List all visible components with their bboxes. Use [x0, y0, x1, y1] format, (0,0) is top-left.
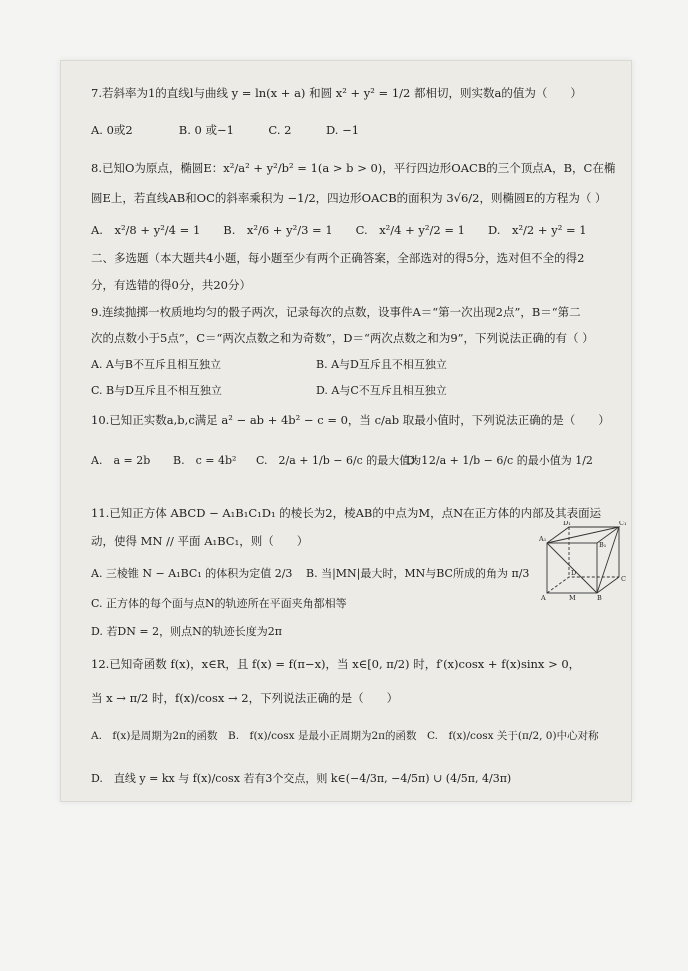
- question-9-option-b: B. A与D互斥且不相互独立: [316, 358, 447, 371]
- question-8-line-1: 8.已知O为原点，椭圆E：x²/a² + y²/b² = 1(a > b > 0)，平行四边形OACB的三个顶点A，B，C在椭: [91, 161, 616, 175]
- question-11-option-b: B. 当|MN|最大时，MN与BC所成的角为 π/3: [306, 567, 530, 580]
- question-9-line-2: 次的点数小于5点”，C＝“两次点数之和为奇数”，D＝“两次点数之和为9”，下列说法正确的有（ ）: [91, 331, 594, 345]
- question-11-line-1: 11.已知正方体 ABCD − A₁B₁C₁D₁ 的棱长为2，棱AB的中点为M，点N在正方体的内部及其表面运: [91, 506, 602, 520]
- cube-diagram: [539, 521, 627, 601]
- question-12-line-2: 当 x → π/2 时，f(x)/cosx → 2，下列说法正确的是（ ）: [91, 691, 399, 705]
- label-b: B: [597, 594, 602, 601]
- section-2-line-1: 二、多选题（本大题共4小题，每小题至少有两个正确答案，全部选对的得5分，选对但不全的得2: [91, 251, 585, 265]
- question-9-option-a: A. A与B不互斥且相互独立: [91, 358, 221, 371]
- question-12-options-abc: A. f(x)是周期为2π的函数 B. f(x)/cosx 是最小正周期为2π的函数 C. f(x)/cosx 关于(π/2, 0)中心对称: [91, 730, 599, 742]
- question-9-option-d: D. A与C不互斥且相互独立: [316, 384, 447, 397]
- question-8-line-2: 圆E上，若直线AB和OC的斜率乘积为 −1/2，四边形OACB的面积为 3√6/2，则椭圆E的方程为（ ）: [91, 191, 607, 205]
- question-12-line-1: 12.已知奇函数 f(x)，x∈R，且 f(x) = f(π−x)，当 x∈[0, π/2) 时，f′(x)cosx + f(x)sinx > 0，: [91, 657, 581, 671]
- section-2-line-2: 分，有选错的得0分，共20分）: [91, 278, 251, 292]
- label-d: D: [571, 569, 577, 577]
- question-10-option-d: D. 2/a + 1/b − 6/c 的最小值为 1/2: [406, 454, 593, 467]
- label-a: A: [541, 594, 546, 601]
- question-10-option-c: C. 2/a + 1/b − 6/c 的最大值为1: [256, 454, 429, 467]
- question-11-option-d: D. 若DN = 2，则点N的轨迹长度为2π: [91, 625, 282, 638]
- label-b1: B₁: [599, 541, 607, 549]
- question-7: 7.若斜率为1的直线l与曲线 y = ln(x + a) 和圆 x² + y² = 1/2 都相切，则实数a的值为（ ）: [91, 86, 582, 100]
- diagonal-a1-b: [547, 543, 597, 593]
- label-a1: A₁: [539, 535, 547, 543]
- exam-sheet: [60, 60, 632, 802]
- question-11-line-2: 动，使得 MN // 平面 A₁BC₁，则（ ）: [91, 534, 309, 548]
- question-10: 10.已知正实数a,b,c满足 a² − ab + 4b² − c = 0，当 c/ab 取最小值时，下列说法正确的是（ ）: [91, 413, 610, 427]
- label-c: C: [621, 575, 626, 583]
- question-9-line-1: 9.连续抛掷一枚质地均匀的骰子两次，记录每次的点数，设事件A＝“第一次出现2点”，B＝“第二: [91, 305, 581, 319]
- diagonal-b-c1: [597, 527, 619, 593]
- question-9-option-c: C. B与D互斥且不相互独立: [91, 384, 222, 397]
- label-d1: D₁: [563, 521, 571, 527]
- label-m: M: [569, 594, 576, 601]
- question-11-option-c: C. 正方体的每个面与点N的轨迹所在平面夹角都相等: [91, 597, 347, 610]
- question-11-option-a: A. 三棱锥 N − A₁BC₁ 的体积为定值 2/3: [91, 567, 293, 580]
- question-10-option-b: B. c = 4b²: [173, 454, 237, 467]
- question-8-options: A. x²/8 + y²/4 = 1 B. x²/6 + y²/3 = 1 C. x²/4 + y²/2 = 1 D. x²/2 + y² = 1: [91, 223, 587, 237]
- question-7-options: A. 0或2 B. 0 或−1 C. 2 D. −1: [91, 123, 360, 137]
- label-c1: C₁: [619, 521, 627, 527]
- question-10-option-a: A. a = 2b: [91, 454, 151, 467]
- question-12-option-d: D. 直线 y = kx 与 f(x)/cosx 若有3个交点，则 k∈(−4/3π, −4/5π) ∪ (4/5π, 4/3π): [91, 772, 512, 785]
